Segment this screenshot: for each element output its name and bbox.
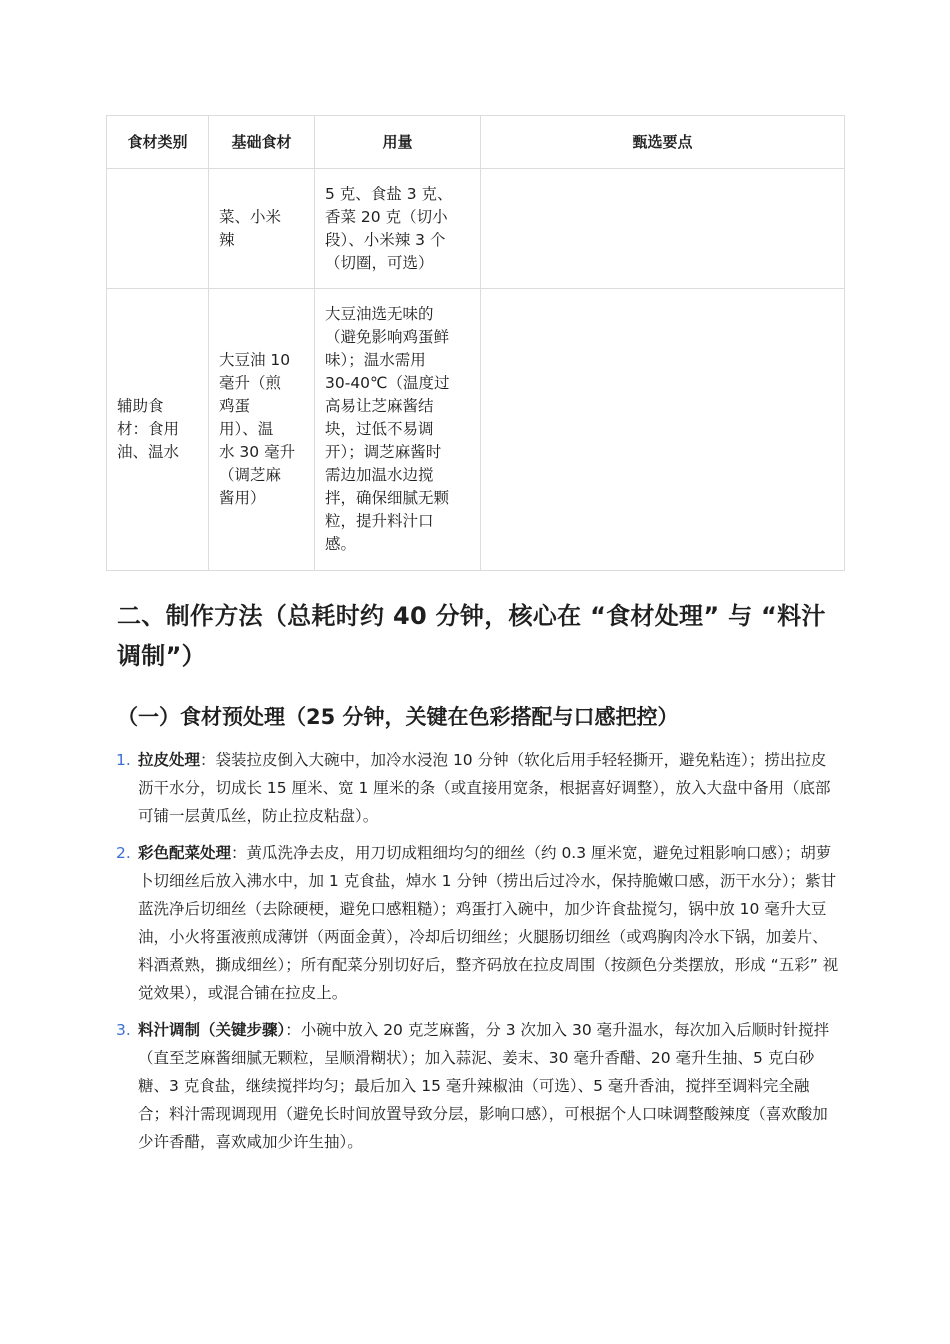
table-row (107, 289, 845, 571)
header-amount: 用量 (315, 116, 481, 169)
step-number: 3. (116, 1021, 131, 1039)
cell-ingredient: 大豆油 10 毫升（煎 鸡蛋 用）、温 水 30 毫升 （调芝麻 酱用） (209, 289, 315, 571)
step-lead: 彩色配菜处理 (138, 844, 232, 862)
cell-category: 辅助食 材：食用 油、温水 (107, 289, 209, 571)
step-text: ：袋装拉皮倒入大碗中，加冷水浸泡 10 分钟（软化后用手轻轻撕开，避免粘连）；捞出拉皮沥干水分，切成长 15 厘米、宽 1 厘米的条（或直接用宽条，根据喜好调整），放入大盘中备用（底部可铺一层黄瓜丝，防止拉皮粘盘）。 (138, 751, 831, 825)
header-points: 甄选要点 (481, 116, 845, 169)
list-item (110, 839, 840, 1007)
subsection-heading: （一）食材预处理（25 分钟，关键在色彩搭配与口感把控） (117, 705, 679, 729)
cell-category (107, 169, 209, 289)
step-text: ：小碗中放入 20 克芝麻酱，分 3 次加入 30 毫升温水，每次加入后顺时针搅拌（直至芝麻酱细腻无颗粒，呈顺滑糊状）；加入蒜泥、姜末、30 毫升香醋、20 毫升生抽、5 克白砂糖、3 克食盐，继续搅拌均匀；最后加入 15 毫升辣椒油（可选）、5 毫升香油，搅拌至调料完全融合；料汁需现调现用（避免长时间放置导致分层，影响口感），可根据个人口味调整酸辣度（喜欢酸加少许香醋，喜欢咸加少许生抽）。 (138, 1021, 830, 1151)
header-ingredient: 基础食材 (209, 116, 315, 169)
cell-ingredient: 菜、小米 辣 (209, 169, 315, 289)
ingredient-table (106, 115, 845, 571)
cell-points (481, 289, 845, 571)
step-lead: 料汁调制（关键步骤） (138, 1021, 286, 1039)
cell-points (481, 169, 845, 289)
step-number: 2. (116, 844, 131, 862)
table-header-row (107, 116, 845, 169)
step-lead: 拉皮处理 (138, 751, 201, 769)
list-item (110, 746, 840, 830)
step-list (110, 746, 840, 1165)
cell-amount: 大豆油选无味的 （避免影响鸡蛋鲜 味）；温水需用 30-40℃（温度过 高易让芝麻酱结 块，过低不易调 开）；调芝麻酱时 需边加温水边搅 拌，确保细腻无颗 粒，提升料汁口 感。 (315, 289, 481, 571)
step-text: ：黄瓜洗净去皮，用刀切成粗细均匀的细丝（约 0.3 厘米宽，避免过粗影响口感）；胡萝卜切细丝后放入沸水中，加 1 克食盐，焯水 1 分钟（捞出后过冷水，保持脆嫩口感，沥干水分）；紫甘蓝洗净后切细丝（去除硬梗，避免口感粗糙）；鸡蛋打入碗中，加少许食盐搅匀，锅中放 10 毫升大豆油，小火将蛋液煎成薄饼（两面金黄），冷却后切细丝；火腿肠切细丝（或鸡胸肉冷水下锅，加姜片、料酒煮熟，撕成细丝）；所有配菜分别切好后，整齐码放在拉皮周围（按颜色分类摆放，形成 “五彩” 视觉效果），或混合铺在拉皮上。 (138, 844, 839, 1002)
cell-amount: 5 克、食盐 3 克、 香菜 20 克（切小 段）、小米辣 3 个 （切圈，可选） (315, 169, 481, 289)
section-heading: 二、制作方法（总耗时约 40 分钟，核心在 “食材处理” 与 “料汁调制”） (117, 602, 826, 670)
header-category: 食材类别 (107, 116, 209, 169)
table-row (107, 169, 845, 289)
step-number: 1. (116, 751, 131, 769)
list-item (110, 1016, 840, 1156)
